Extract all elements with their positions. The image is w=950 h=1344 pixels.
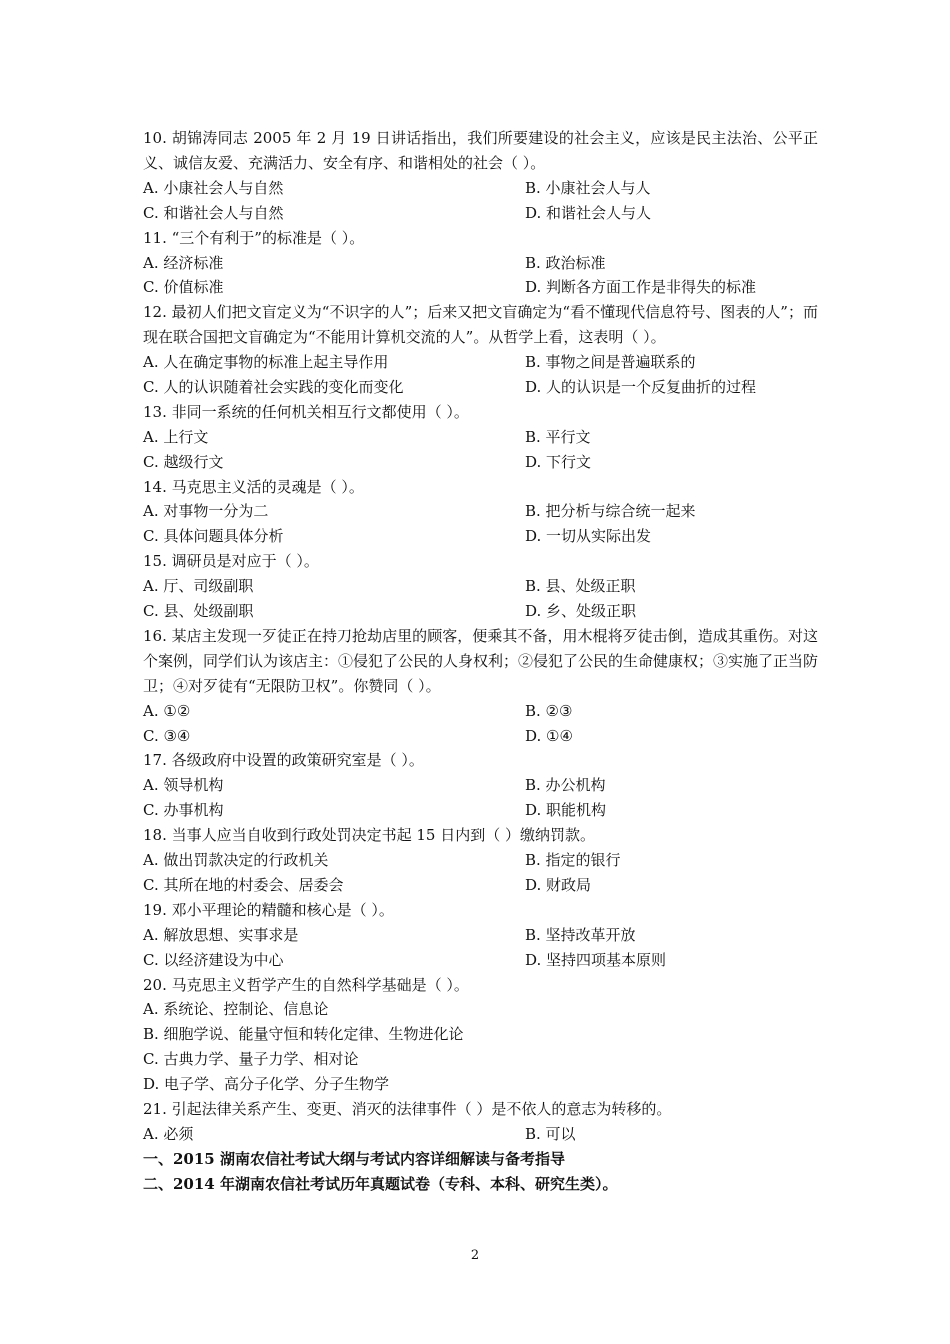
option-row [143,350,818,375]
question-stem: 20. 马克思主义哲学产生的自然科学基础是（ ）。 [143,975,469,994]
question-stem: 11. “三个有利于”的标准是（ ）。 [143,228,365,247]
option-row [143,848,818,873]
option-d: D. 一切从实际出发 [525,527,652,546]
option-d: D. 坚持四项基本原则 [525,950,667,969]
question-stem: 13. 非同一系统的任何机关相互行文都使用（ ）。 [143,402,469,421]
question-stem: 16. 某店主发现一歹徒正在持刀抢劫店里的顾客，便乘其不备，用木棍将歹徒击倒，造成其重伤。对这个案例，同学们认为该店主：①侵犯了公民的人身权利；②侵犯了公民的生命健康权；③实施了正当防卫；④对歹徒有“无限防卫权”。你赞同（ ）。 [143,626,819,695]
option-row [143,499,818,524]
option-c: C. 越级行文 [143,452,224,471]
option-a: A. 对事物一分为二 [143,502,269,521]
option-b: B. ②③ [525,701,573,720]
question-stem: 21. 引起法律关系产生、变更、消灭的法律事件（ ）是不依人的意志为转移的。 [143,1099,672,1118]
section-heading: 二、2014 年湖南农信社考试历年真题试卷（专科、本科、研究生类）。 [143,1174,618,1193]
option-d: D. ①④ [525,726,573,745]
exam-content [143,126,818,1197]
option-b: B. 可以 [525,1124,576,1143]
option-row [143,574,818,599]
option-c: C. 具体问题具体分析 [143,527,284,546]
question-stem: 15. 调研员是对应于（ ）。 [143,552,319,571]
option-c: C. 古典力学、量子力学、相对论 [143,1050,359,1069]
option-row [143,599,818,624]
question-stem: 19. 邓小平理论的精髓和核心是（ ）。 [143,900,394,919]
option-b: B. 办公机构 [525,776,606,795]
section-heading: 一、2015 湖南农信社考试大纲与考试内容详细解读与备考指导 [143,1149,565,1168]
option-c: C. 办事机构 [143,801,224,820]
option-c: C. 人的认识随着社会实践的变化而变化 [143,377,404,396]
option-d: D. 和谐社会人与人 [525,203,652,222]
option-row [143,425,818,450]
option-b: B. 指定的银行 [525,851,621,870]
option-a: A. 做出罚款决定的行政机关 [143,851,329,870]
option-a: A. 厅、司级副职 [143,577,254,596]
option-d: D. 人的认识是一个反复曲折的过程 [525,377,757,396]
option-c: C. 县、处级副职 [143,602,254,621]
page-number: 2 [470,1248,480,1263]
option-b: B. 政治标准 [525,253,606,272]
option-row [143,798,818,823]
option-row [143,375,818,400]
option-b: B. 平行文 [525,427,591,446]
option-c: C. ③④ [143,726,191,745]
option-b: B. 坚持改革开放 [525,925,636,944]
option-row [143,201,818,226]
option-c: C. 以经济建设为中心 [143,950,284,969]
option-a: A. 小康社会人与自然 [143,178,284,197]
option-a: A. 解放思想、实事求是 [143,925,299,944]
option-d: D. 财政局 [525,875,592,894]
option-b: B. 把分析与综合统一起来 [525,502,696,521]
option-a: A. 人在确定事物的标准上起主导作用 [143,353,389,372]
option-row [143,923,818,948]
question-stem: 17. 各级政府中设置的政策研究室是（ ）。 [143,751,424,770]
option-row [143,948,818,973]
option-row [143,450,818,475]
option-row [143,724,818,749]
option-d: D. 判断各方面工作是非得失的标准 [525,278,757,297]
option-row [143,176,818,201]
option-a: A. 经济标准 [143,253,224,272]
option-row [143,873,818,898]
option-row [143,773,818,798]
option-a: A. 领导机构 [143,776,224,795]
option-row [143,275,818,300]
option-b: B. 县、处级正职 [525,577,636,596]
option-c: C. 其所在地的村委会、居委会 [143,875,344,894]
option-d: D. 电子学、高分子化学、分子生物学 [143,1075,390,1094]
option-a: A. ①② [143,701,191,720]
option-row [143,699,818,724]
option-c: C. 和谐社会人与自然 [143,203,284,222]
option-b: B. 小康社会人与人 [525,178,651,197]
option-row [143,524,818,549]
option-d: D. 下行文 [525,452,592,471]
question-stem: 18. 当事人应当自收到行政处罚决定书起 15 日内到（ ）缴纳罚款。 [143,826,596,845]
option-d: D. 乡、处级正职 [525,602,637,621]
option-row [143,251,818,276]
option-a: A. 上行文 [143,427,209,446]
option-c: C. 价值标准 [143,278,224,297]
option-b: B. 事物之间是普遍联系的 [525,353,696,372]
option-row [143,1122,818,1147]
question-stem: 12. 最初人们把文盲定义为“不识字的人”；后来又把文盲确定为“看不懂现代信息符号、图表的人”；而现在联合国把文盲确定为“不能用计算机交流的人”。从哲学上看，这表明（ ）。 [143,303,818,347]
option-b: B. 细胞学说、能量守恒和转化定律、生物进化论 [143,1025,464,1044]
question-stem: 14. 马克思主义活的灵魂是（ ）。 [143,477,364,496]
option-a: A. 必须 [143,1124,194,1143]
option-a: A. 系统论、控制论、信息论 [143,1000,329,1019]
option-d: D. 职能机构 [525,801,607,820]
question-stem: 10. 胡锦涛同志 2005 年 2 月 19 日讲话指出，我们所要建设的社会主义，应该是民主法治、公平正义、诚信友爱、充满活力、安全有序、和谐相处的社会（ ）。 [143,129,818,172]
